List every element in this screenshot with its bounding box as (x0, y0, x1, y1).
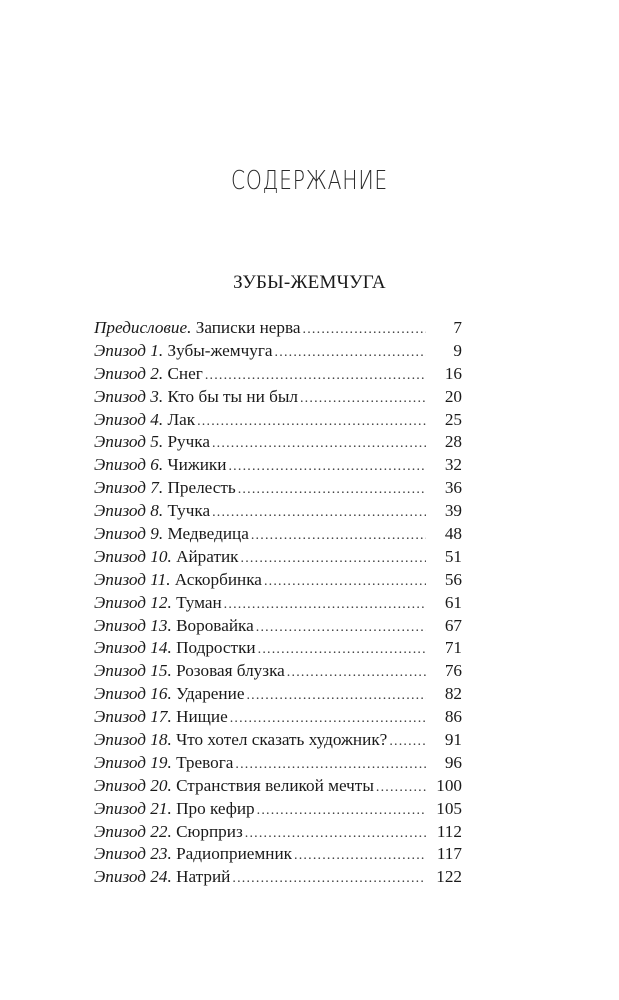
toc-entry-label (94, 477, 236, 500)
toc-entry-label (94, 683, 244, 706)
toc-entry (94, 775, 462, 798)
toc-entry-title: Странствия великой мечты (176, 775, 374, 795)
toc-entry (94, 637, 462, 660)
toc-entry (94, 752, 462, 775)
toc-entry (94, 683, 462, 706)
toc-entry-separator: . (167, 844, 177, 864)
toc-entry (94, 729, 462, 752)
toc-entry-separator: . (167, 752, 177, 772)
toc-entry-page: 32 (444, 455, 462, 475)
toc-leader-dots (246, 685, 426, 708)
toc-entry-separator: . (167, 638, 177, 658)
toc-entry-prefix: Эпизод 17 (94, 707, 168, 727)
toc-entry (94, 660, 462, 683)
toc-entry-separator: . (158, 340, 168, 360)
toc-entry-label (94, 866, 230, 889)
part-title: ЗУБЫ-ЖЕМЧУГА (233, 272, 386, 293)
toc-entry-page: 91 (444, 730, 462, 750)
toc-entry-title: Туман (176, 592, 222, 612)
toc-entry-title: Айратик (176, 546, 239, 566)
toc-entry-title: Радиоприемник (176, 844, 293, 864)
toc-entry-prefix: Эпизод 14 (94, 638, 168, 658)
toc-entry-prefix: Эпизод 7 (94, 478, 159, 498)
toc-leader-dots (238, 479, 426, 502)
toc-entry (94, 454, 462, 477)
toc-entry (94, 409, 462, 432)
toc-entry-title: Ручка (167, 432, 210, 452)
table-of-contents (94, 317, 462, 889)
toc-leader-dots (300, 388, 426, 411)
page-title: СОДЕРЖАНИЕ (230, 166, 389, 196)
toc-entry-page: 48 (444, 524, 462, 544)
toc-entry (94, 843, 462, 866)
toc-entry-page: 86 (444, 707, 462, 727)
toc-entry-label (94, 363, 203, 386)
toc-entry-label (94, 637, 256, 660)
toc-leader-dots (258, 639, 426, 662)
toc-entry-page: 71 (444, 638, 462, 658)
toc-entry-page: 61 (444, 592, 462, 612)
toc-entry-page: 9 (453, 340, 462, 360)
toc-entry-title: Снег (167, 363, 203, 383)
toc-entry-separator: . (166, 569, 175, 589)
toc-entry-label (94, 729, 387, 752)
toc-entry-page: 76 (444, 661, 462, 681)
toc-entry-page: 100 (436, 775, 462, 795)
toc-entry-title: Записки нерва (195, 318, 301, 337)
toc-entry-prefix: Эпизод 21 (94, 798, 168, 818)
toc-entry-label (94, 706, 228, 729)
toc-leader-dots (245, 823, 426, 846)
toc-entry-title: Подростки (176, 638, 256, 658)
toc-entry-separator: . (167, 775, 177, 795)
toc-entry-title: Чижики (167, 455, 227, 475)
toc-entry-page: 105 (436, 798, 462, 818)
toc-entry-prefix: Эпизод 1 (94, 340, 159, 360)
toc-entry-prefix: Эпизод 19 (94, 752, 168, 772)
toc-leader-dots (212, 433, 426, 456)
toc-entry-label (94, 431, 210, 454)
toc-entry-title: Розовая блузка (176, 661, 285, 681)
toc-entry-title: Аскорбинка (174, 569, 262, 589)
toc-entry (94, 363, 462, 386)
toc-entry-title: Про кефир (176, 798, 255, 818)
toc-entry-title: Тревога (176, 752, 234, 772)
toc-entry (94, 317, 462, 340)
toc-leader-dots (224, 594, 426, 617)
toc-entry-prefix: Эпизод 18 (94, 730, 168, 750)
toc-entry-title: Прелесть (167, 478, 236, 498)
toc-entry (94, 477, 462, 500)
toc-entry-title: Сюрприз (176, 821, 243, 841)
toc-leader-dots (256, 617, 426, 640)
toc-entry-title: Кто бы ты ни был (167, 386, 298, 406)
toc-leader-dots (251, 525, 426, 548)
toc-entry-separator: . (158, 524, 168, 544)
toc-entry-prefix: Эпизод 4 (94, 409, 159, 429)
toc-entry-prefix: Эпизод 23 (94, 844, 168, 864)
toc-entry (94, 569, 462, 592)
toc-leader-dots (241, 548, 426, 571)
toc-entry (94, 798, 462, 821)
toc-entry-prefix: Эпизод 20 (94, 775, 168, 795)
toc-entry-separator: . (167, 798, 177, 818)
toc-leader-dots (275, 342, 426, 365)
toc-entry-prefix: Эпизод 11 (94, 569, 167, 589)
toc-entry-title: Натрий (176, 867, 231, 887)
toc-leader-dots (303, 319, 426, 342)
toc-entry (94, 546, 462, 569)
toc-leader-dots (232, 868, 426, 891)
toc-entry-page: 82 (444, 684, 462, 704)
toc-entry-label (94, 798, 255, 821)
toc-entry-title: Зубы-жемчуга (167, 340, 273, 360)
toc-entry-separator: . (158, 455, 168, 475)
toc-entry-title: Медведица (167, 524, 249, 544)
toc-entry-prefix: Предисловие (94, 318, 188, 337)
toc-entry-separator: . (167, 867, 177, 887)
toc-entry-prefix: Эпизод 8 (94, 501, 159, 521)
toc-entry-prefix: Эпизод 10 (94, 546, 168, 566)
toc-leader-dots (294, 845, 426, 868)
toc-leader-dots (230, 708, 426, 731)
toc-entry-label (94, 752, 233, 775)
toc-entry-page: 28 (444, 432, 462, 452)
toc-entry-label (94, 775, 374, 798)
toc-entry-separator: . (167, 821, 177, 841)
toc-entry-title: Что хотел сказать художник? (176, 730, 388, 750)
toc-entry (94, 523, 462, 546)
toc-entry-title: Тучка (167, 501, 211, 521)
toc-entry-page: 7 (453, 318, 462, 337)
toc-entry-title: Лак (167, 409, 196, 429)
toc-entry-label (94, 500, 210, 523)
toc-entry-separator: . (158, 501, 168, 521)
toc-entry-page: 39 (444, 501, 462, 521)
toc-entry-page: 122 (436, 867, 462, 887)
toc-entry-prefix: Эпизод 24 (94, 867, 168, 887)
toc-entry-label (94, 615, 254, 638)
toc-entry-label (94, 592, 222, 615)
toc-leader-dots (287, 662, 426, 685)
toc-entry-prefix: Эпизод 6 (94, 455, 159, 475)
toc-entry-prefix: Эпизод 12 (94, 592, 168, 612)
toc-entry (94, 500, 462, 523)
toc-entry-label (94, 317, 301, 340)
toc-entry-separator: . (158, 409, 168, 429)
toc-entry-separator: . (158, 386, 168, 406)
toc-entry-separator: . (167, 546, 177, 566)
toc-entry-prefix: Эпизод 2 (94, 363, 159, 383)
toc-entry-page: 36 (444, 478, 462, 498)
toc-entry-separator: . (167, 684, 177, 704)
toc-entry (94, 431, 462, 454)
toc-entry-label (94, 409, 195, 432)
toc-entry-separator: . (158, 478, 168, 498)
toc-leader-dots (197, 411, 426, 434)
toc-entry-label (94, 569, 262, 592)
toc-entry (94, 615, 462, 638)
toc-entry-label (94, 523, 249, 546)
toc-entry (94, 706, 462, 729)
toc-entry-prefix: Эпизод 15 (94, 661, 168, 681)
toc-leader-dots (212, 502, 426, 525)
toc-entry-separator: . (158, 363, 168, 383)
toc-leader-dots (235, 754, 426, 777)
toc-leader-dots (389, 731, 426, 754)
toc-leader-dots (228, 456, 426, 479)
toc-entry (94, 340, 462, 363)
toc-entry-prefix: Эпизод 22 (94, 821, 168, 841)
toc-entry-page: 25 (444, 409, 462, 429)
toc-entry-separator: . (187, 318, 196, 337)
toc-entry-title: Ударение (176, 684, 245, 704)
toc-entry-separator: . (167, 661, 177, 681)
toc-entry-page: 67 (444, 615, 462, 635)
toc-leader-dots (257, 800, 426, 823)
toc-entry-page: 117 (436, 844, 462, 864)
toc-entry-separator: . (167, 730, 177, 750)
toc-entry-label (94, 821, 243, 844)
toc-entry-page: 96 (444, 752, 462, 772)
toc-entry-page: 112 (436, 821, 462, 841)
toc-entry-prefix: Эпизод 13 (94, 615, 168, 635)
toc-entry-page: 51 (444, 546, 462, 566)
toc-entry-separator: . (167, 707, 177, 727)
toc-entry-label (94, 340, 273, 363)
toc-entry-label (94, 454, 226, 477)
toc-entry-prefix: Эпизод 9 (94, 524, 159, 544)
toc-entry-label (94, 546, 239, 569)
toc-entry-page: 16 (444, 363, 462, 383)
toc-entry (94, 866, 462, 889)
toc-entry-prefix: Эпизод 5 (94, 432, 159, 452)
toc-entry-label (94, 386, 298, 409)
toc-entry (94, 386, 462, 409)
toc-entry-title: Нищие (176, 707, 228, 727)
toc-entry-prefix: Эпизод 3 (94, 386, 159, 406)
toc-entry-separator: . (167, 592, 177, 612)
toc-entry-separator: . (167, 615, 177, 635)
toc-leader-dots (205, 365, 426, 388)
toc-leader-dots (264, 571, 426, 594)
toc-entry-page: 20 (444, 386, 462, 406)
toc-entry-label (94, 843, 292, 866)
toc-entry-separator: . (158, 432, 168, 452)
toc-entry-page: 56 (444, 569, 462, 589)
toc-entry-label (94, 660, 285, 683)
toc-entry-prefix: Эпизод 16 (94, 684, 168, 704)
toc-entry-title: Воровайка (176, 615, 254, 635)
toc-entry (94, 821, 462, 844)
toc-entry (94, 592, 462, 615)
toc-leader-dots (376, 777, 426, 800)
